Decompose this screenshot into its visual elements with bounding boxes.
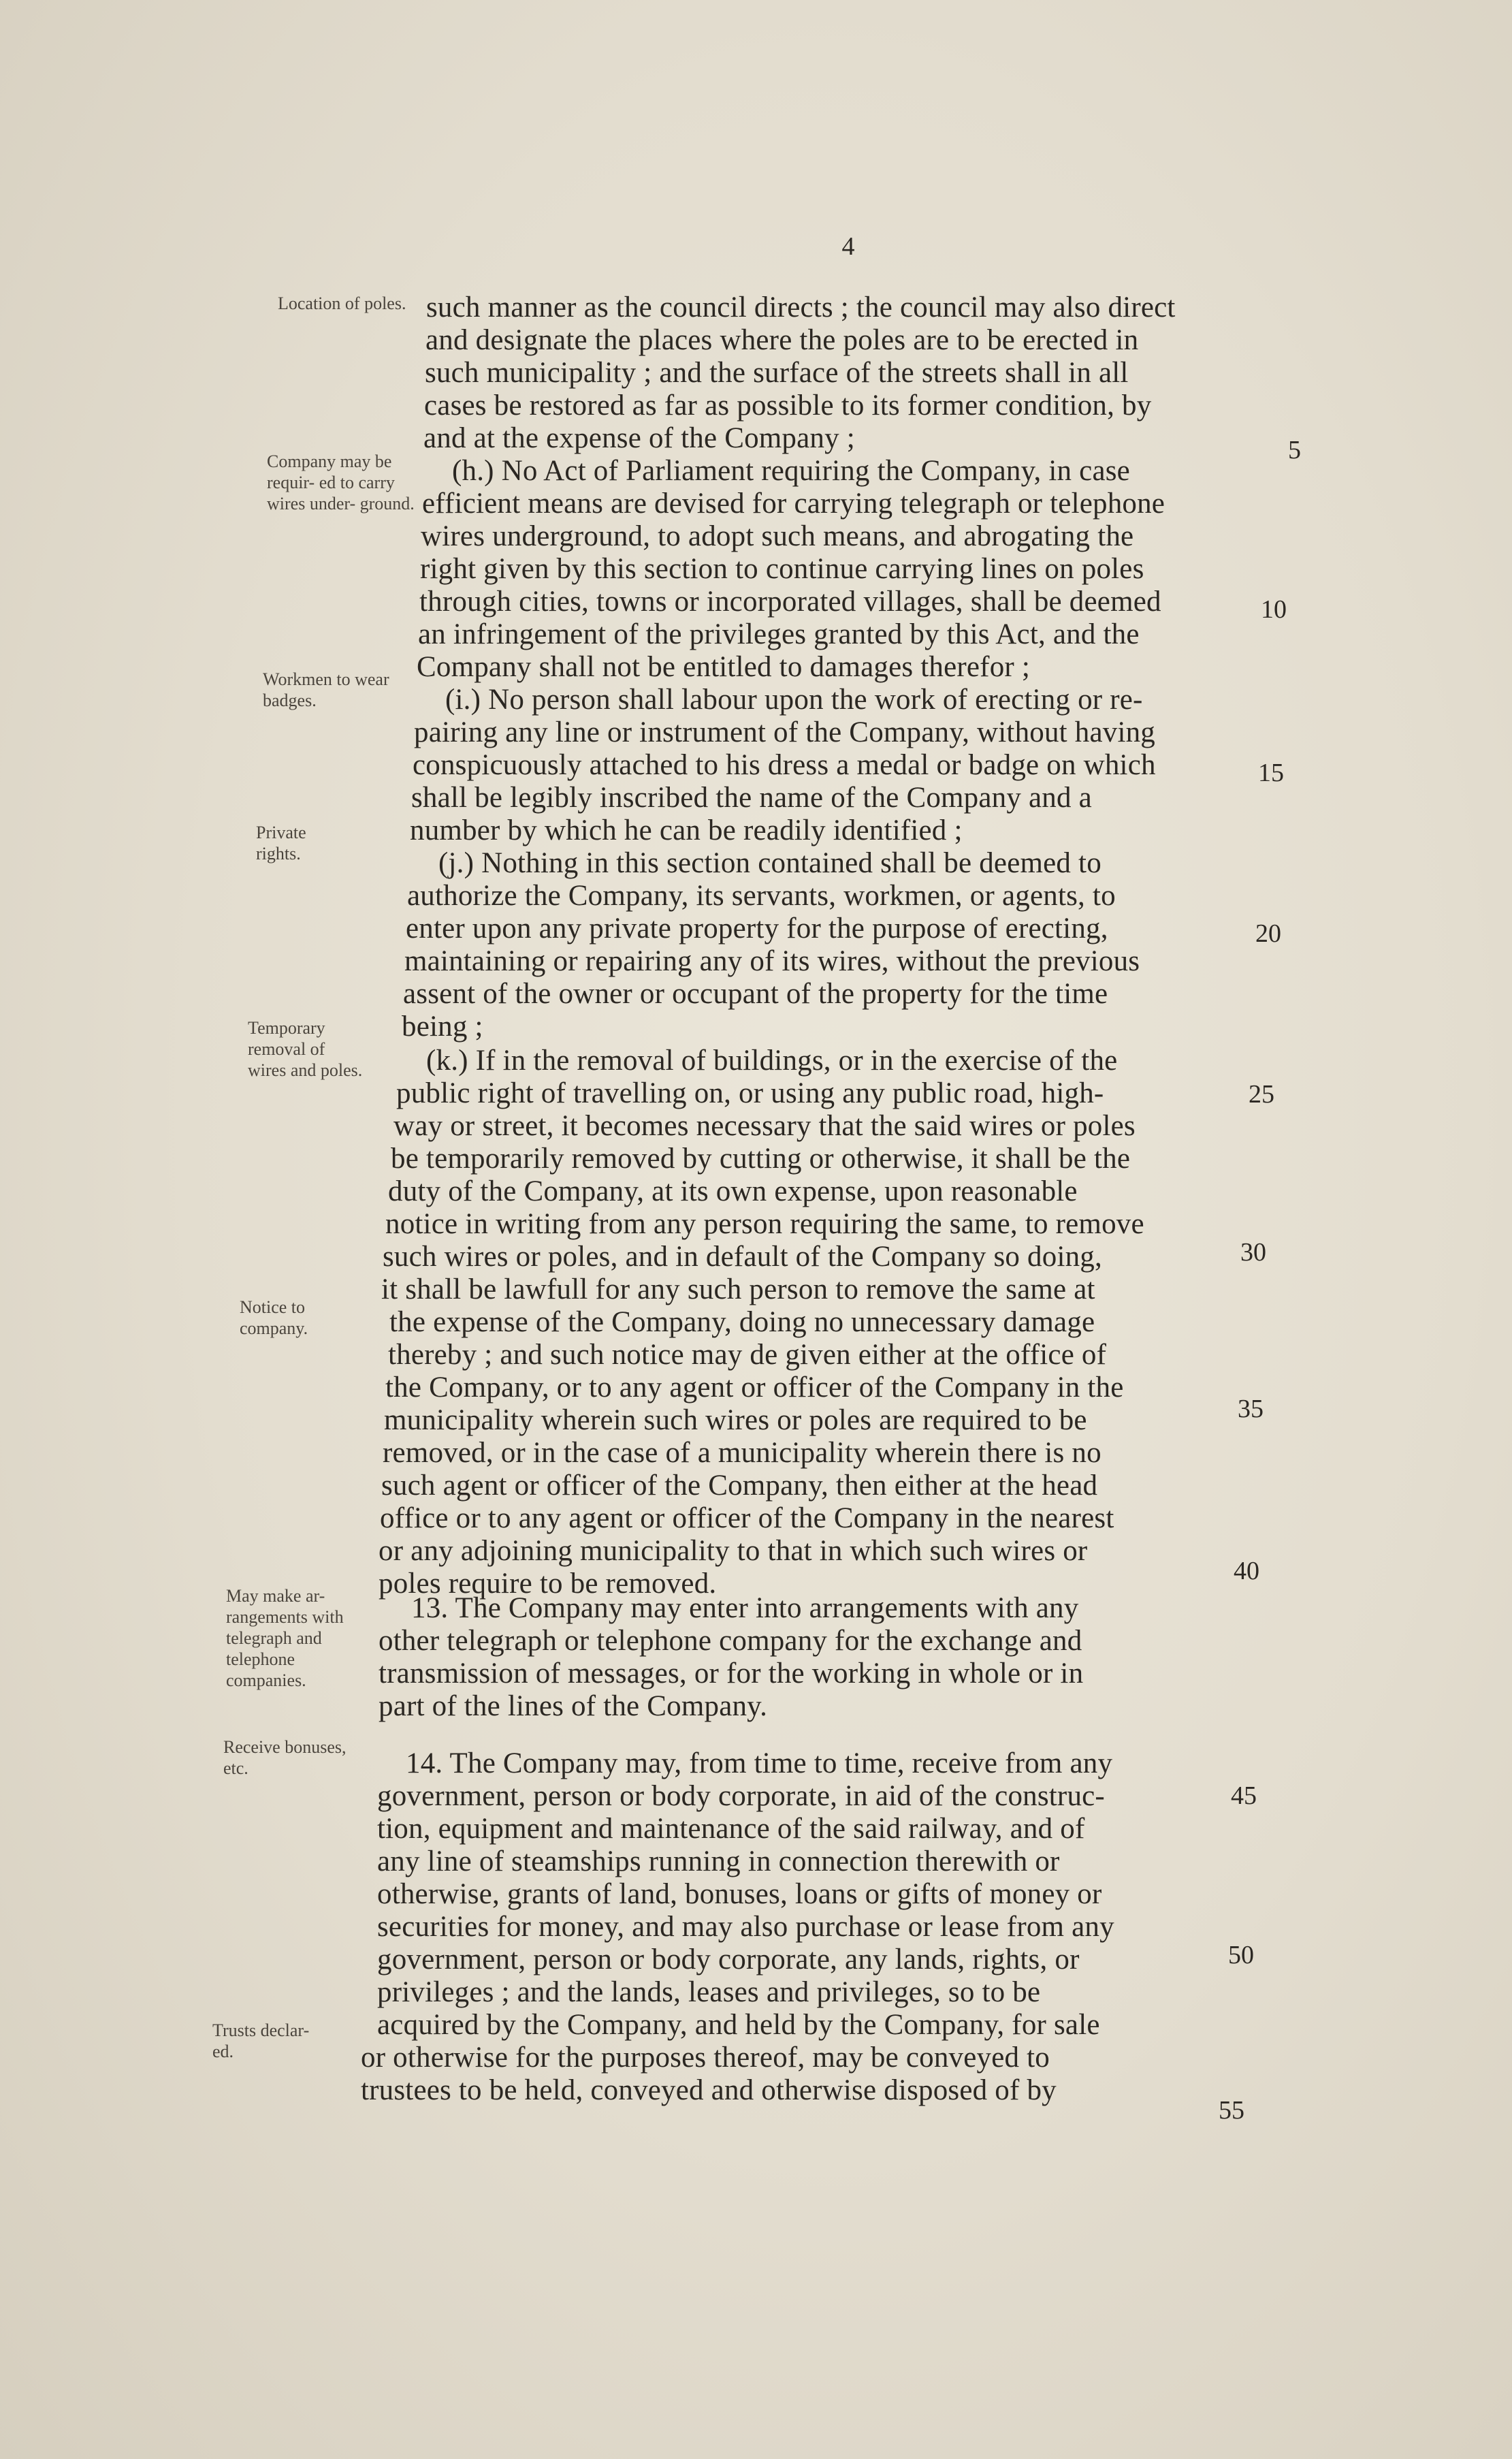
body-line: tion, equipment and maintenance of the said railway, and of <box>377 1813 1085 1845</box>
margin-note-temporary-removal: Temporary removal of wires and poles. <box>248 1018 363 1080</box>
body-line: privileges ; and the lands, leases and privileges, so to be <box>377 1976 1041 2008</box>
margin-note-private-rights: Private rights. <box>256 823 306 863</box>
body-line: maintaining or repairing any of its wires, without the previous <box>404 945 1140 977</box>
body-line: right given by this section to continue carrying lines on poles <box>420 553 1144 585</box>
margin-note-arrangements: May make ar- rangements with telegraph and telephone companies. <box>226 1586 344 1690</box>
body-line: acquired by the Company, and held by the Company, for sale <box>377 2009 1100 2041</box>
body-line: it shall be lawfull for any such person to remove the same at <box>381 1273 1095 1305</box>
body-line: or any adjoining municipality to that in which such wires or <box>379 1535 1088 1567</box>
body-line: (h.) No Act of Parliament requiring the Company, in case <box>452 455 1130 487</box>
margin-note-workmen-badges: Workmen to wear badges. <box>263 669 389 710</box>
body-line: such municipality ; and the surface of the streets shall in all <box>425 357 1129 389</box>
body-line: municipality wherein such wires or poles are required to be <box>384 1404 1087 1436</box>
body-line: number by which he can be readily identified ; <box>410 814 963 846</box>
body-line: notice in writing from any person requiring the same, to remove <box>385 1208 1144 1240</box>
body-line: be temporarily removed by cutting or otherwise, it shall be the <box>391 1143 1131 1175</box>
body-line: such manner as the council directs ; the council may also direct <box>426 291 1176 323</box>
body-line: pairing any line or instrument of the Company, without having <box>414 716 1156 748</box>
margin-note-underground-wires: Company may be requir- ed to carry wires under- ground. <box>267 451 415 513</box>
body-line: shall be legibly inscribed the name of the Company and a <box>411 782 1092 814</box>
body-line: any line of steamships running in connection therewith or <box>377 1845 1060 1877</box>
body-line: poles require to be removed. <box>379 1568 717 1600</box>
body-line: an infringement of the privileges granted by this Act, and the <box>418 618 1140 650</box>
line-number: 55 <box>1219 2096 1244 2125</box>
line-number: 10 <box>1261 595 1287 624</box>
body-line: transmission of messages, or for the working in whole or in <box>379 1657 1084 1689</box>
body-line: conspicuously attached to his dress a medal or badge on which <box>413 749 1156 781</box>
body-line: part of the lines of the Company. <box>379 1690 768 1722</box>
body-line: office or to any agent or officer of the Company in the nearest <box>380 1502 1114 1534</box>
body-line: efficient means are devised for carrying telegraph or telephone <box>422 488 1165 520</box>
section-14-line: 14. The Company may, from time to time, receive from any <box>406 1747 1113 1779</box>
margin-note-trusts-declared: Trusts declar- ed. <box>212 2020 310 2061</box>
body-line: government, person or body corporate, any lands, rights, or <box>377 1944 1080 1976</box>
body-line: securities for money, and may also purchase or lease from any <box>377 1911 1114 1943</box>
line-number: 40 <box>1234 1557 1259 1585</box>
body-line: public right of travelling on, or using any public road, high- <box>396 1077 1104 1109</box>
body-line: authorize the Company, its servants, workmen, or agents, to <box>407 880 1116 912</box>
body-line: the expense of the Company, doing no unnecessary damage <box>389 1306 1095 1338</box>
body-line: through cities, towns or incorporated villages, shall be deemed <box>419 586 1161 618</box>
body-line: way or street, it becomes necessary that the said wires or poles <box>393 1110 1136 1142</box>
line-number: 45 <box>1231 1781 1257 1810</box>
body-line: enter upon any private property for the purpose of erecting, <box>406 913 1108 945</box>
body-line: wires underground, to adopt such means, and abrogating the <box>421 520 1134 552</box>
line-number: 15 <box>1258 759 1284 787</box>
body-line: duty of the Company, at its own expense, upon reasonable <box>388 1175 1078 1207</box>
line-number: 50 <box>1228 1941 1254 1969</box>
margin-note-bonuses: Receive bonuses, etc. <box>223 1737 347 1778</box>
line-number: 35 <box>1238 1395 1264 1423</box>
body-line: and designate the places where the poles are to be erected in <box>425 324 1139 356</box>
body-line: government, person or body corporate, in aid of the construc- <box>377 1780 1105 1812</box>
body-line: otherwise, grants of land, bonuses, loans or gifts of money or <box>377 1878 1102 1910</box>
body-line: such wires or poles, and in default of the Company so doing, <box>383 1241 1102 1273</box>
line-number: 25 <box>1249 1080 1274 1109</box>
body-line: removed, or in the case of a municipality wherein there is no <box>383 1437 1101 1469</box>
line-number: 20 <box>1255 919 1281 948</box>
margin-note-notice-to-company: Notice to company. <box>240 1297 308 1338</box>
line-number: 5 <box>1288 436 1301 464</box>
body-line: (j.) Nothing in this section contained shall be deemed to <box>438 847 1101 879</box>
body-line: or otherwise for the purposes thereof, may be conveyed to <box>361 2042 1050 2074</box>
body-line: other telegraph or telephone company for the exchange and <box>379 1625 1082 1657</box>
body-line: (k.) If in the removal of buildings, or in the exercise of the <box>426 1045 1118 1077</box>
line-number: 30 <box>1240 1238 1266 1267</box>
body-line: and at the expense of the Company ; <box>423 422 855 454</box>
body-line: the Company, or to any agent or officer of the Company in the <box>385 1371 1124 1403</box>
margin-note-location-of-poles: Location of poles. <box>278 294 406 313</box>
body-line: thereby ; and such notice may de given either at the office of <box>388 1339 1107 1371</box>
page-number: 4 <box>841 232 855 261</box>
body-line: (i.) No person shall labour upon the work of erecting or re- <box>445 684 1143 716</box>
body-line: such agent or officer of the Company, then either at the head <box>381 1470 1098 1502</box>
body-line: Company shall not be entitled to damages therefor ; <box>417 651 1031 683</box>
body-line: cases be restored as far as possible to its former condition, by <box>424 390 1152 422</box>
body-line: trustees to be held, conveyed and otherwise disposed of by <box>361 2074 1057 2106</box>
body-line: assent of the owner or occupant of the property for the time <box>403 978 1108 1010</box>
body-line: being ; <box>402 1011 483 1043</box>
section-13-line: 13. The Company may enter into arrangements with any <box>411 1592 1079 1624</box>
